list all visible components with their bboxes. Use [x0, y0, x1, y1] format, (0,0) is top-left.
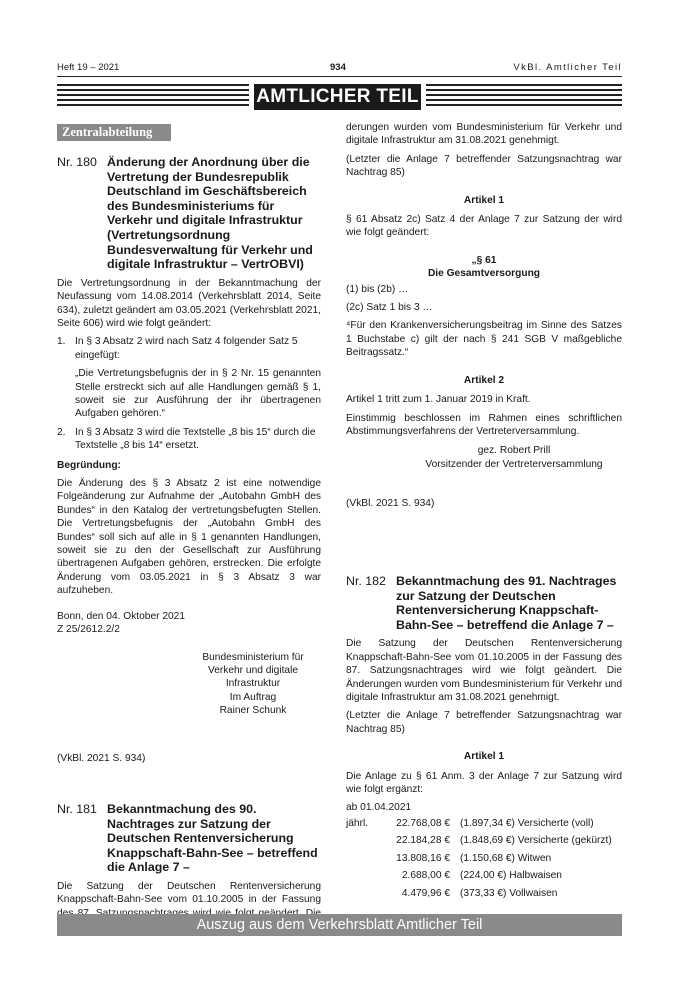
table-cell: (1.150,68 €) Witwen [460, 852, 552, 864]
table-row [346, 832, 622, 850]
right-column-lower [346, 574, 622, 902]
paragraph: (1) bis (2b) … [346, 283, 409, 295]
notice-title: Bekanntmachung des 90. Nachtrages zur Satzung der Deutschen Rentenversicherung Knappschaft-Bahn-See – betreffend die Anlage 7 – [107, 802, 318, 875]
list-number: 1. [57, 336, 66, 348]
paragraph: Artikel 1 tritt zum 1. Januar 2019 in Kraft. [346, 394, 531, 406]
notice-number: Nr. 181 [57, 802, 97, 816]
table-cell: 22.768,08 € [396, 817, 450, 829]
list-text: In § 3 Absatz 2 wird nach Satz 4 folgender Satz 5 eingefügt: [75, 336, 298, 361]
paragraph: (2c) Satz 1 bis 3 … [346, 302, 433, 314]
table-cell: 22.184,28 € [396, 835, 450, 847]
article-heading: Artikel 1 [463, 194, 505, 206]
paragraph: Die Satzung der Deutschen Rentenversicherung Knappschaft-Bahn-See vom 01.10.2005 in der Fassung des 87. Satzungsnachtrages wird wie folgt geändert. Die Änderungen wurden vom Bundesministerium für Verkehr und digitale Infrastruktur am 31.08.2021 genehmigt. [346, 638, 622, 703]
table-cell: 2.688,00 € [401, 870, 450, 882]
table-cell: (1.848,69 €) Versicherte (gekürzt) [460, 835, 612, 847]
amounts-table [346, 815, 622, 903]
issue-label: Heft 19 – 2021 [57, 62, 120, 73]
paragraph: derungen wurden vom Bundesministerium für Verkehr und digitale Infrastruktur am 31.08.2021 genehmigt. [346, 122, 622, 147]
table-cell: (1.897,34 €) Versicherte (voll) [460, 817, 594, 829]
paragraph: Die Änderung des § 3 Absatz 2 ist eine notwendige Folgeänderung zur Aufnahme der „Autobahn GmbH des Bundes“ in den Katalog der vertretungsbefugten Stellen. Die Vertretungsbefugnis der „Autobahn GmbH des Bundes“ soll sich auf alle in § 1 genannten Handlungen, soweit sie zu den der Gesellschaft zur Ausführung übertragenen Aufgaben gehören, erstrecken. Die erfolgte Änderung vom 03.05.2021 in § 3 Absatz 3 war aufzuheben. [57, 478, 321, 597]
paragraph: § 61 Absatz 2c) Satz 4 der Anlage 7 zur Satzung der wird wie folgt geändert: [346, 214, 622, 239]
banner-title: AMTLICHER TEIL [254, 84, 421, 110]
signature-line: Bundesministerium für [202, 651, 304, 663]
notice-182-heading [346, 574, 622, 632]
table-row [346, 885, 622, 903]
paragraph: (Letzter die Anlage 7 betreffender Satzungsnachtrag war Nachtrag 85) [346, 153, 622, 179]
paragraph: (Letzter die Anlage 7 betreffender Satzungsnachtrag war Nachtrag 85) [346, 710, 622, 735]
signature-line: Verkehr und digitale Infrastruktur [207, 664, 299, 690]
section-number: „§ 61 [471, 254, 497, 266]
reference: Z 25/2612.2/2 [57, 624, 120, 636]
journal-label: VkBl. Amtlicher Teil [513, 62, 622, 73]
table-row [346, 815, 622, 833]
list-text: In § 3 Absatz 3 wird die Textstelle „8 bis 15“ durch die Textstelle „8 bis 14“ ersetzt. [75, 426, 316, 452]
header-rule [57, 76, 622, 77]
table-cell: jährl. [346, 817, 369, 829]
table-row [346, 850, 622, 868]
table-cell [346, 885, 382, 903]
notice-number: Nr. 180 [57, 155, 97, 169]
table-cell: 13.808,16 € [396, 852, 450, 864]
list-item [57, 335, 321, 362]
citation: (VkBl. 2021 S. 934) [346, 498, 435, 510]
right-column [346, 121, 622, 511]
table-cell [346, 850, 382, 868]
citation: (VkBl. 2021 S. 934) [57, 752, 146, 764]
date-label: ab 01.04.2021 [346, 802, 412, 814]
quote: „Die Vertretungsbefugnis der in § 2 Nr. 15 genannten Stelle erstreckt sich auf alle Handlungen gemäß § 1, soweit sie zur Ausführung der ihr übertragenen Aufgaben gehören.“ [75, 368, 321, 420]
list-item [57, 426, 321, 453]
banner-lines-right [426, 84, 622, 108]
section-title: Die Gesamtversorgung [427, 268, 541, 280]
paragraph: Einstimmig beschlossen im Rahmen eines schriftlichen Abstimmungsverfahrens der Vertreterversammlung. [346, 412, 622, 437]
footer-banner: Auszug aus dem Verkehrsblatt Amtlicher Teil [57, 914, 622, 936]
signature-line: Im Auftrag [229, 691, 277, 703]
notice-title: Bekanntmachung des 91. Nachtrages zur Satzung der Deutschen Rentenversicherung Knappschaft-Bahn-See – betreffend die Anlage 7 – [396, 574, 617, 632]
list-number: 2. [57, 426, 66, 438]
reasoning-heading: Begründung: [57, 459, 121, 471]
paragraph: Die Anlage zu § 61 Anm. 3 der Anlage 7 zur Satzung wird wie folgt ergänzt: [346, 770, 622, 796]
notice-title: Änderung der Anordnung über die Vertretung der Bundesrepublik Deutschland im Geschäftsbereich des Bundesministeriums für Verkehr und digitale Infrastruktur (Vertretungsordnung Bundesverwaltung für Verkehr und digitale Infrastruktur – VertrOBVI) [107, 155, 313, 272]
table-cell: (373,33 €) Vollwaisen [460, 887, 558, 899]
page-number: 934 [330, 62, 346, 73]
article-heading: Artikel 2 [463, 374, 505, 386]
table-cell: 4.479,96 € [401, 887, 450, 899]
notice-number: Nr. 182 [346, 574, 386, 588]
left-column [57, 155, 321, 765]
table-cell: (224,00 €) Halbwaisen [460, 870, 562, 882]
notice-181-heading [57, 802, 321, 875]
paragraph: Die Satzung der Deutschen Rentenversicherung Knappschaft-Bahn-See vom 01.10.2005 in der Fassung [57, 880, 321, 906]
signature-line: Rainer Schunk [219, 705, 287, 717]
paragraph: ⁴Für den Krankenversicherungsbeitrag im Sinne des Satzes 1 Buchstabe c) gilt der nach § 241 SGB V maßgebliche Beitragssatz.“ [346, 320, 622, 359]
table-cell [346, 867, 382, 885]
place-date: Bonn, den 04. Oktober 2021 [57, 610, 186, 622]
section-tag: Zentralabteilung [57, 124, 171, 141]
paragraph: Die Vertretungsordnung in der Bekanntmachung der Neufassung vom 14.08.2014 (Verkehrsblatt 2014, Seite 634), zuletzt geändert am 03.05.2021 (Verkehrsblatt 2021, Seite 606) wird wie folgt geändert: [57, 277, 321, 329]
notice-180-heading [57, 155, 321, 272]
signature-line: gez. Robert Prill [477, 445, 551, 457]
table-cell [346, 832, 382, 850]
article-heading: Artikel 1 [463, 751, 505, 763]
banner-lines-left [57, 84, 249, 108]
table-row [346, 867, 622, 885]
signature-line: Vorsitzender der Vertreterversammlung [425, 458, 603, 470]
